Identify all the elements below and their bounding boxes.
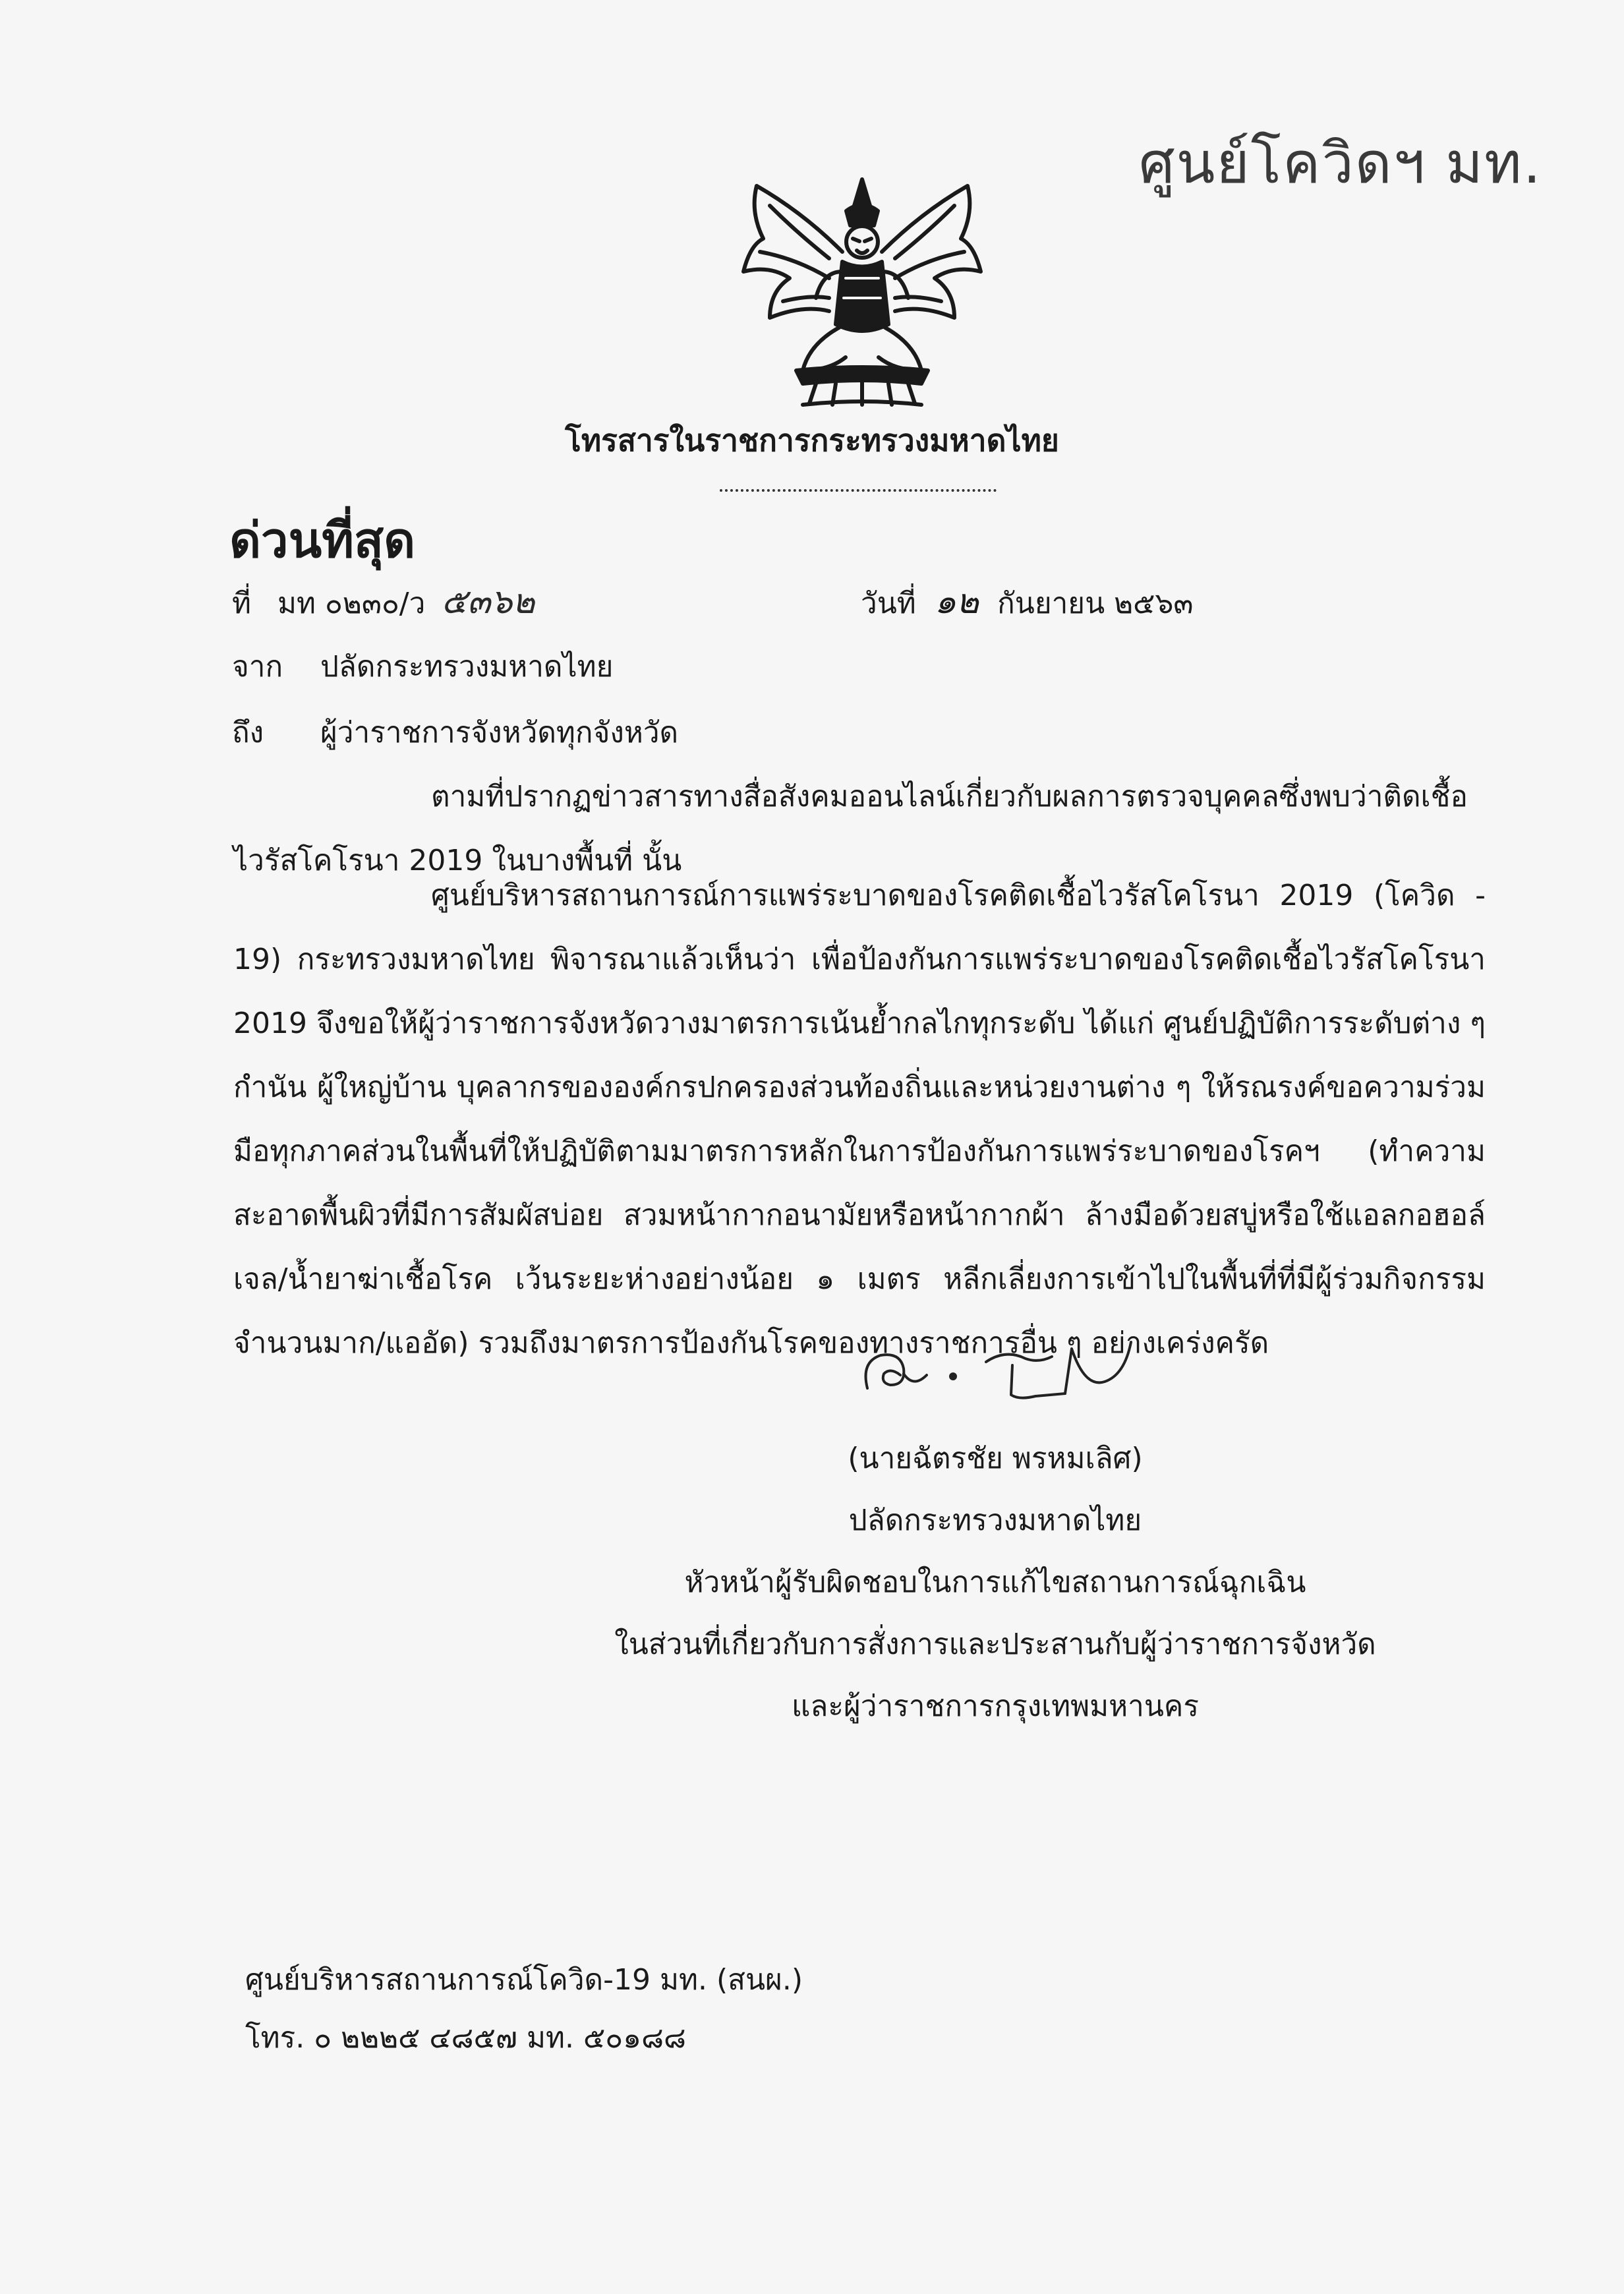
signatory-position-1: ปลัดกระทรวงมหาดไทย xyxy=(848,1504,1142,1537)
from-value: ปลัดกระทรวงมหาดไทย xyxy=(320,650,614,684)
reference-number: ๕๓๖๒ xyxy=(441,582,535,622)
reference-line xyxy=(232,574,535,628)
date-month-year: กันยายน ๒๕๖๓ xyxy=(997,587,1194,620)
body-paragraph-2 xyxy=(233,864,1486,1375)
paragraph-1-text: ตามที่ปรากฏข่าวสารทางสื่อสังคมออนไลน์เกี่ยวกับผลการตรวจบุคคลซึ่งพบว่าติดเชื้อไวรัสโคโรนา 2019 ในบางพื้นที่ นั้น xyxy=(233,780,1468,877)
to-value: ผู้ว่าราชการจังหวัดทุกจังหวัด xyxy=(320,716,679,750)
handwritten-signature xyxy=(854,1322,1144,1408)
footer-phone: โทร. ๐ ๒๒๒๕ ๔๘๕๗ มท. ๕๐๑๘๘ xyxy=(245,2021,686,2055)
reference-label: ที่ xyxy=(232,587,252,620)
garuda-emblem-icon xyxy=(730,173,994,417)
from-label: จาก xyxy=(232,650,283,684)
date-line xyxy=(861,574,1193,628)
date-day: ๑๒ xyxy=(934,582,979,622)
signatory-position-3: ในส่วนที่เกี่ยวกับการสั่งการและประสานกับผู้ว่าราชการจังหวัด xyxy=(614,1628,1376,1661)
urgency-label: ด่วนที่สุด xyxy=(229,512,416,569)
document-heading: โทรสารในราชการกระทรวงมหาดไทย xyxy=(565,423,1059,458)
signatory-position-4: และผู้ว่าราชการกรุงเทพมหานคร xyxy=(792,1690,1199,1723)
paragraph-2-text: ศูนย์บริหารสถานการณ์การแพร่ระบาดของโรคติดเชื้อไวรัสโคโรนา 2019 (โควิด - 19) กระทรวงมหาดไทย พิจารณาแล้วเห็นว่า เพื่อป้องกันการแพร่ระบาดของโรคติดเชื้อไวรัสโคโรนา 2019 จึงขอให้ผู้ว่าราชการจังหวัดวางมาตรการเน้นย้ำกลไกทุกระดับ ได้แก่ ศูนย์ปฏิบัติการระดับต่าง ๆ กำนัน ผู้ใหญ่บ้าน บุคลากรขององค์กรปกครองส่วนท้องถิ่นและหน่วยงานต่าง ๆ ให้รณรงค์ขอความร่วมมือทุกภาคส่วนในพื้นที่ให้ปฏิบัติตามมาตรการหลักในการป้องกันการแพร่ระบาดของโรคฯ (ทำความสะอาดพื้นผิวที่มีการสัมผัสบ่อย สวมหน้ากากอนามัยหรือหน้ากากผ้า ล้างมือด้วยสบู่หรือใช้แอลกอฮอล์เจล/น้ำยาฆ่าเชื้อโรค เว้นระยะห่างอย่างน้อย ๑ เมตร หลีกเลี่ยงการเข้าไปในพื้นที่ที่มีผู้ร่วมกิจกรรมจำนวนมาก/แออัด) รวมถึงมาตรการป้องกันโรคของทางราชการอื่น ๆ อย่างเคร่งครัด xyxy=(233,879,1486,1360)
signatory-name: (นายฉัตรชัย พรหมเลิศ) xyxy=(848,1442,1143,1475)
signatory-block xyxy=(567,1428,1424,1738)
to-label: ถึง xyxy=(232,716,264,750)
dotted-divider xyxy=(720,489,997,492)
footer-office: ศูนย์บริหารสถานการณ์โควิด-19 มท. (สนผ.) xyxy=(245,1963,803,1997)
reference-prefix: มท ๐๒๓๐/ว xyxy=(277,587,426,620)
signatory-position-2: หัวหน้าผู้รับผิดชอบในการแก้ไขสถานการณ์ฉุกเฉิน xyxy=(684,1566,1306,1599)
date-label: วันที่ xyxy=(861,587,916,620)
footer-contact xyxy=(245,1951,803,2067)
from-line xyxy=(232,643,613,690)
to-line xyxy=(232,709,678,755)
office-stamp: ศูนย์โควิดฯ มท. xyxy=(1139,131,1542,196)
